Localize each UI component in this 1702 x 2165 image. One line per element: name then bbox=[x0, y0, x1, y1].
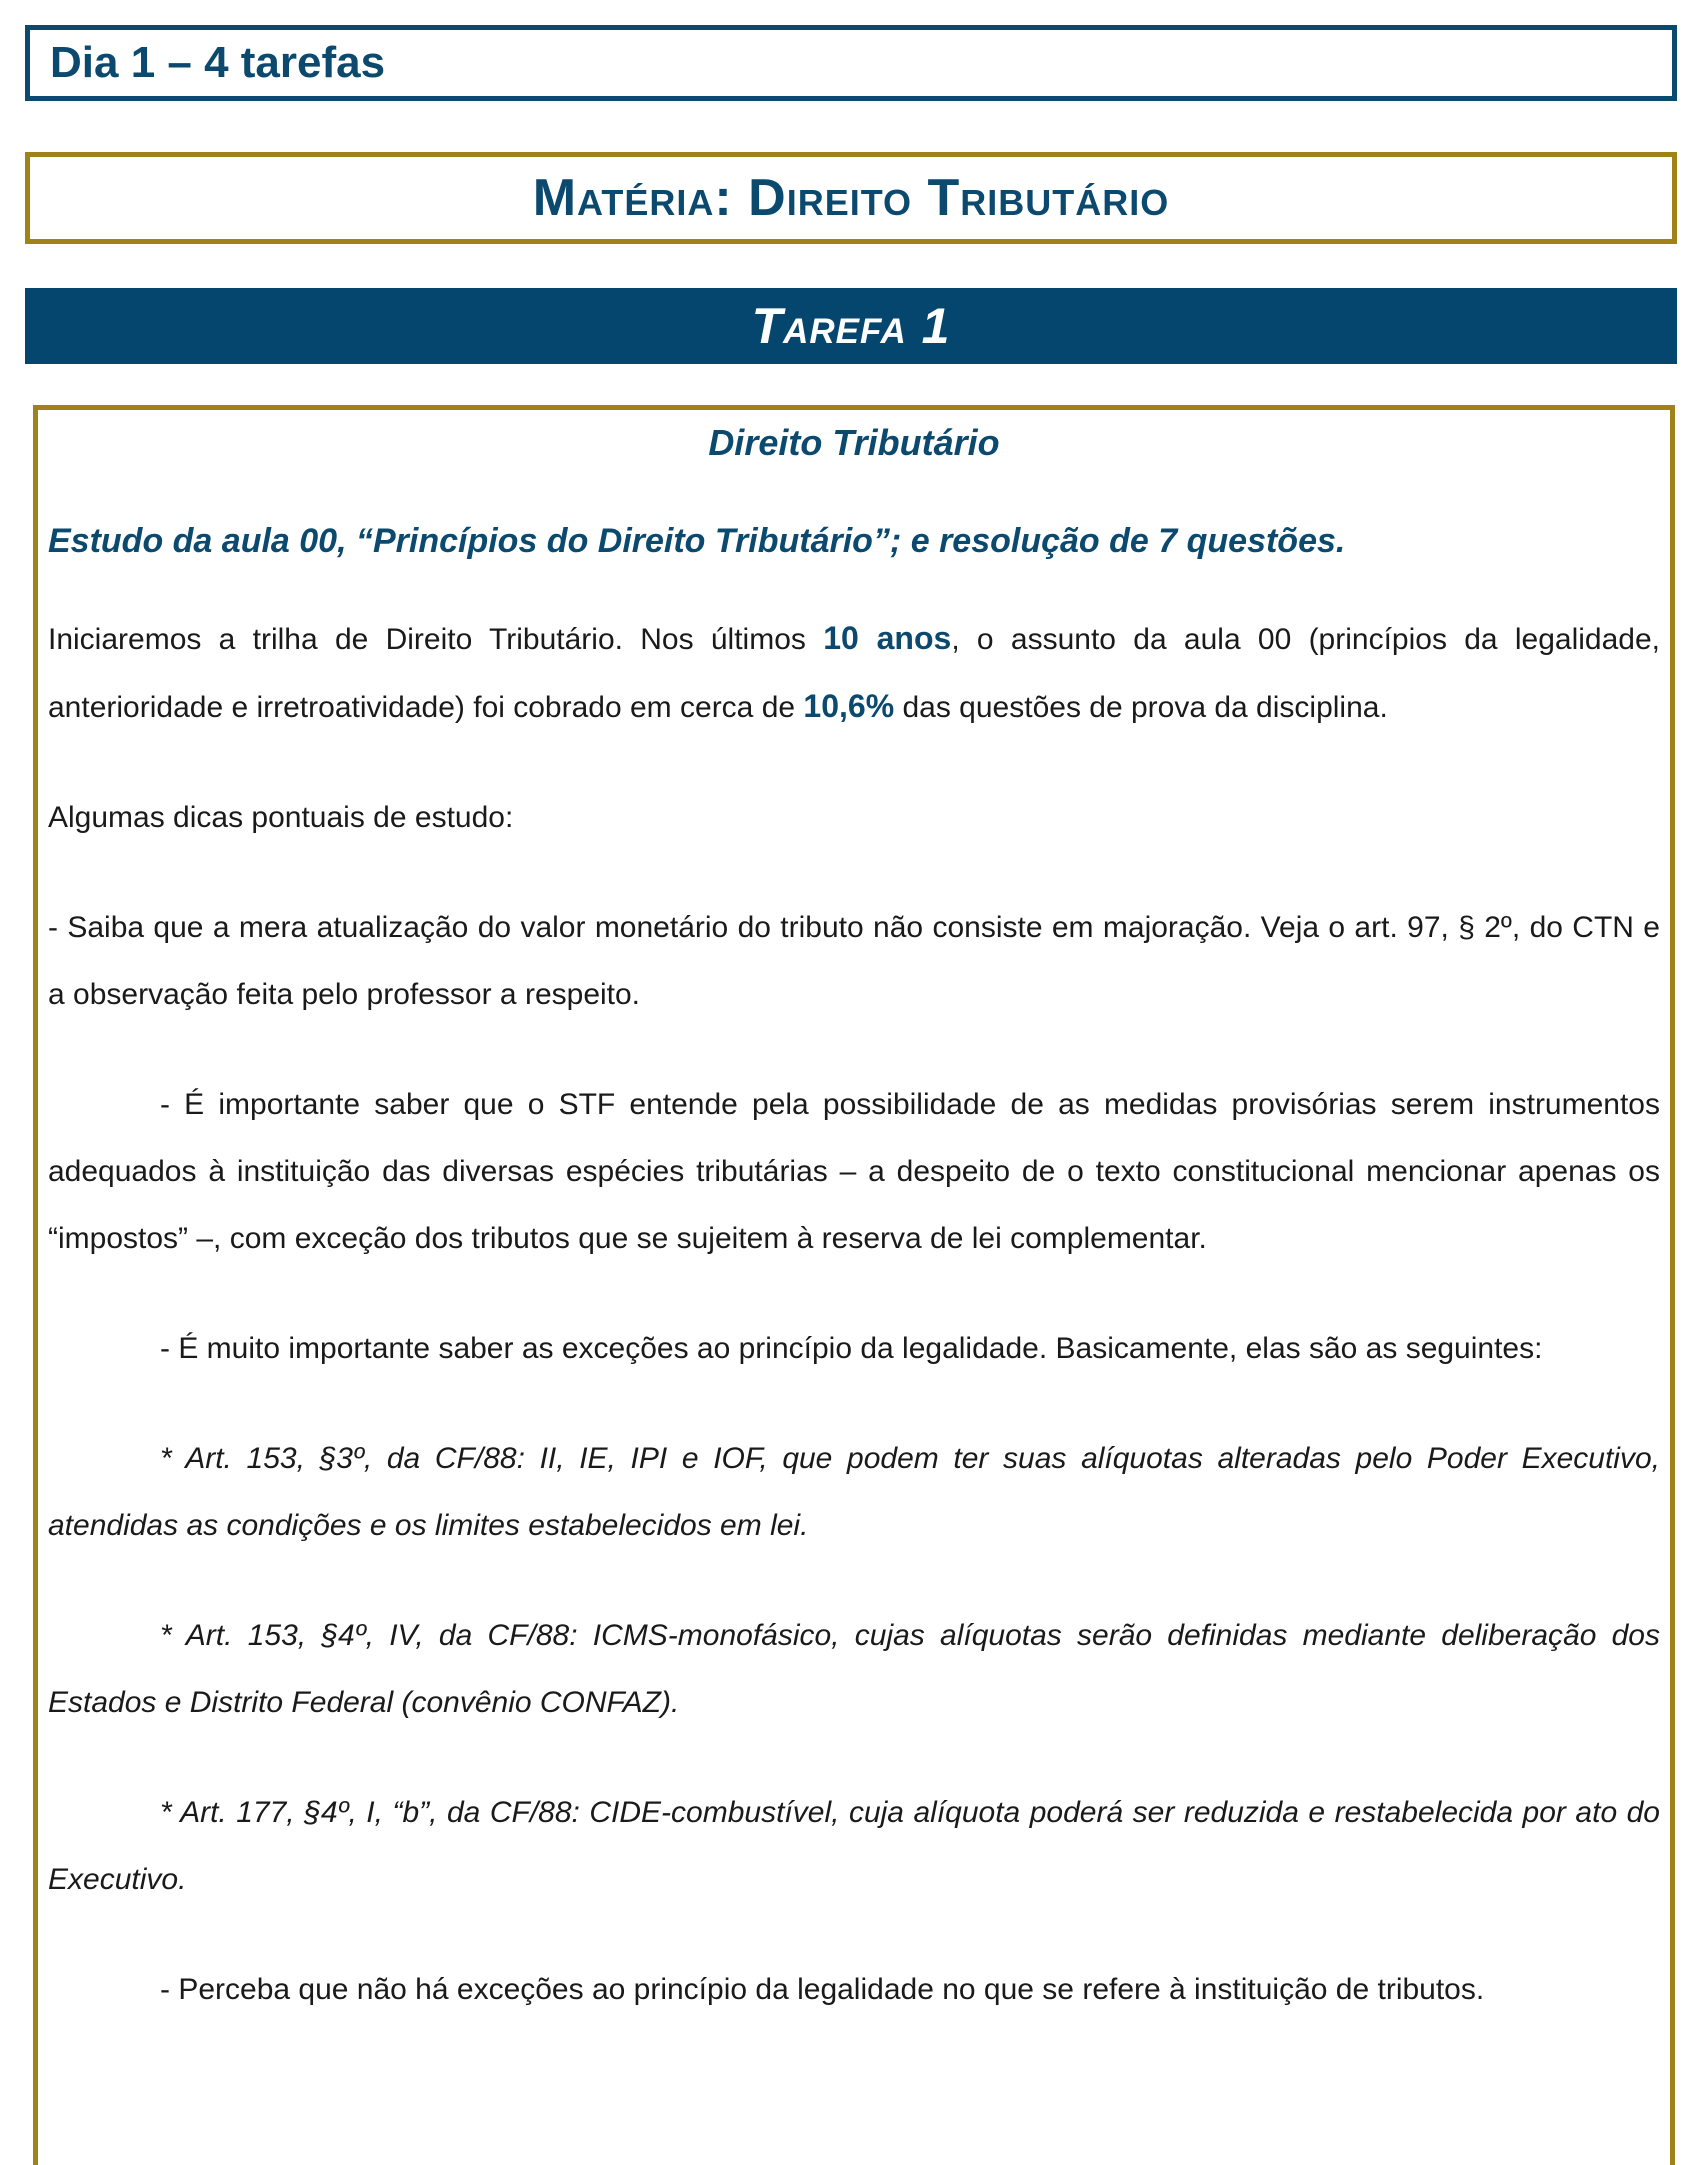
intro-text-3: das questões de prova da disciplina. bbox=[894, 691, 1388, 724]
task-content-box bbox=[33, 405, 1675, 2165]
exception-2: * Art. 153, §4º, IV, da CF/88: ICMS-monofásico, cujas alíquotas serão definidas mediante deliberação dos Estados e Distrito Federal (convênio CONFAZ). bbox=[48, 1619, 1660, 1719]
exception-3: * Art. 177, §4º, I, “b”, da CF/88: CIDE-combustível, cuja alíquota poderá ser reduzida e restabelecida por ato do Executivo. bbox=[48, 1796, 1660, 1896]
day-header-box bbox=[25, 25, 1677, 101]
tip-1: - Saiba que a mera atualização do valor monetário do tributo não consiste em majoração. Veja o art. 97, § 2º, do CTN e a observação feita pelo professor a respeito. bbox=[48, 911, 1660, 1011]
materia-header-box bbox=[25, 152, 1677, 244]
day-title: Dia 1 – 4 tarefas bbox=[50, 38, 386, 87]
tarefa-header-bar bbox=[25, 288, 1677, 364]
materia-title: Matéria: Direito Tributário bbox=[532, 169, 1170, 227]
intro-text-2: , o assunto da aula 00 (princípios da legalidade, anterioridade e irretroatividade) foi cobrado em cerca de bbox=[48, 623, 1661, 724]
tip-3: - É muito importante saber as exceções ao princípio da legalidade. Basicamente, elas são as seguintes: bbox=[160, 1332, 1543, 1365]
exception-1: * Art. 153, §3º, da CF/88: II, IE, IPI e IOF, que podem ter suas alíquotas alteradas pelo Poder Executivo, atendidas as condições e os limites estabelecidos em lei. bbox=[48, 1442, 1660, 1542]
intro-paragraph bbox=[48, 605, 1660, 741]
study-line: Estudo da aula 00, “Princípios do Direito Tributário”; e resolução de 7 questões. bbox=[48, 522, 1346, 560]
intro-text-1: Iniciaremos a trilha de Direito Tributário. Nos últimos bbox=[48, 623, 824, 656]
tip-2: - É importante saber que o STF entende pela possibilidade de as medidas provisórias serem instrumentos adequados à instituição das diversas espécies tributárias – a despeito de o texto constitucional mencionar apenas os “impostos” –, com exceção dos tributos que se sujeitem à reserva de lei complementar. bbox=[48, 1088, 1660, 1255]
task-content bbox=[48, 410, 1660, 2023]
highlight-percent: 10,6% bbox=[803, 688, 895, 724]
tarefa-title: Tarefa 1 bbox=[751, 298, 951, 354]
tips-heading: Algumas dicas pontuais de estudo: bbox=[48, 801, 514, 834]
tip-4: - Perceba que não há exceções ao princípio da legalidade no que se refere à instituição de tributos. bbox=[160, 1973, 1485, 2006]
subject-title: Direito Tributário bbox=[708, 422, 1000, 463]
highlight-years: 10 anos bbox=[823, 620, 952, 656]
